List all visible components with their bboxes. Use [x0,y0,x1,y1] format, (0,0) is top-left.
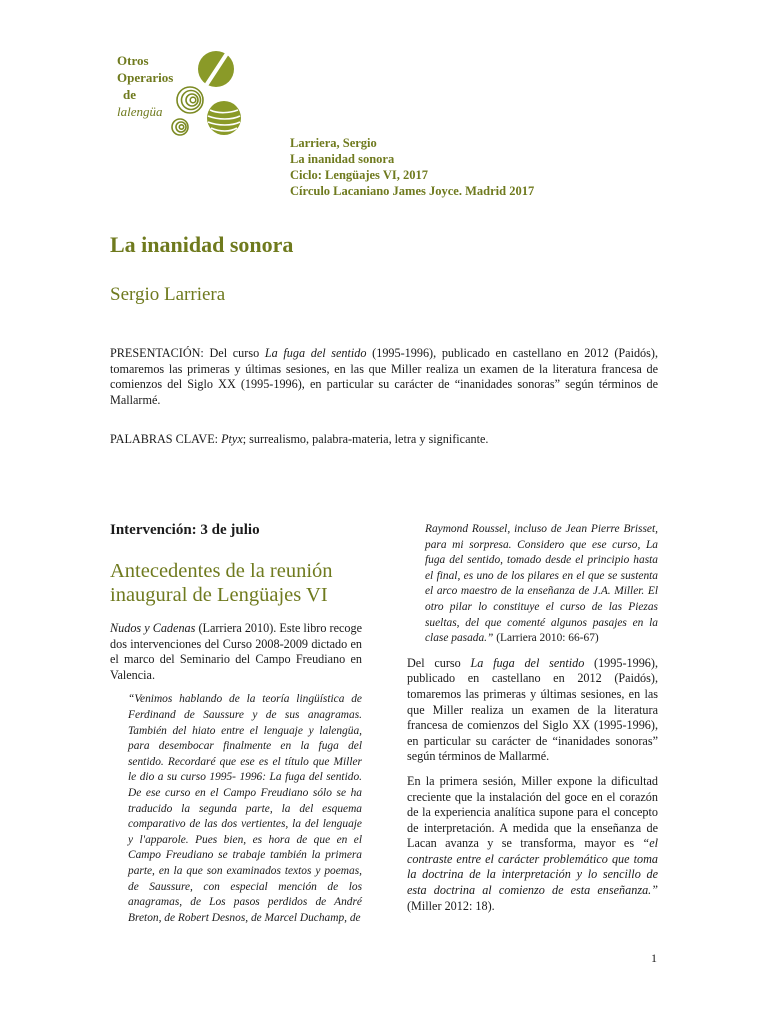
session-paragraph [407,774,658,914]
document-title: La inanidad sonora [110,232,294,257]
logo-line-operarios: Operarios [117,70,174,85]
presentation-lead: PRESENTACIÓN: Del curso [110,346,265,360]
keywords-lead: PALABRAS CLAVE: [110,432,222,446]
keywords-rest: ; surrealismo, palabra-materia, letra y significante. [242,432,489,446]
logo-line-otros: Otros [117,53,149,68]
intro-book: Nudos y Cadenas [110,621,196,635]
presentation-work: La fuga del sentido [264,346,367,360]
course-rest: (1995-1996), publicado en castellano en 2012 (Paidós), tomaremos las primeras y últimas sesiones, en las que Miller realiza un examen de la literatura francesa de comienzos del Siglo XX (1995-1996), en particular su carácter de “inanidades sonoras” según términos de Mallarmé. [407,655,658,764]
course-lead: Del curso [407,655,471,670]
intro-rest: (Larriera 2010). Este libro recoge dos intervenciones del Curso 2008-2009 dictado en el marco del Seminario del Campo Freudiano en Valencia. [110,621,363,682]
keywords-term: Ptyx [221,432,243,446]
header-title: La inanidad sonora [290,152,395,166]
intro-paragraph [110,621,362,683]
keywords-paragraph [110,432,658,448]
presentation-rest: (1995-1996), publicado en castellano en 2012 (Paidós), tomaremos las primeras y últimas sesiones, en las que Miller realiza un examen de la literatura francesa de comienzos del Siglo XX (1995-1996), en particular su carácter de “inanidades sonoras” según términos de Mallarmé. [110,346,659,407]
block-quote: “Venimos hablando de la teoría lingüística de Ferdinand de Saussure y de sus anagramas. También del hiato entre el lenguaje y lalengüa, para desembocar finalmente en la fuga del sentido. Recordaré que ese es el título que Miller le dio a su curso 1995- 1996: La fuga del sentido. De ese curso en el Campo Freudiano sólo se ha traducido la segunda parte, la del esquema comparativo de las dos vertientes, la del lenguaje y l'apparole. Pues bien, es hora de que en el Campo Freudiano se trabaje también la primera parte, en la que son examinados textos y poemas, de Saussure, con especial mención de los anagramas, de Los pasos perdidos de André Breton, de Robert Desnos, de Marcel Duchamp, de [128,693,362,924]
left-column [110,522,362,926]
course-paragraph [407,656,658,765]
logo-line-de: de [123,87,136,102]
quote-continued-text: Raymond Roussel, incluso de Jean Pierre Brisset, para mi sorpresa. Considero que ese curso, La fuga del sentido, tomado desde el principio hasta el final, es uno de los pilares en el que se sustenta el arco maestro de la enseñanza de J.A. Miller. El otro pilar lo constituye el curso de las Piezas sueltas, del que comenté algunos pasajes en la clase pasada.” [425,523,658,645]
section-heading: Antecedentes de la reunión inaugural de Lengüajes VI [110,560,333,606]
intervention-heading: Intervención: 3 de julio [110,522,260,538]
block-quote-continued [407,522,658,647]
session-cite: (Miller 2012: 18). [407,898,495,913]
quote-citation: (Larriera 2010: 66-67) [493,632,599,645]
logo-line-lalengua: lalengüa [117,104,163,119]
course-work: La fuga del sentido [470,655,585,670]
header-venue: Círculo Lacaniano James Joyce. Madrid 2017 [290,184,535,198]
session-quote: “el contraste entre el carácter problemático que toma la doctrina de la interpretación y lo sencillo de esta doctrina al comienzo de esta enseñanza.” [407,836,658,898]
page-number: 1 [651,951,657,965]
header-cycle: Ciclo: Lengüajes VI, 2017 [290,168,428,182]
header-metadata [290,135,534,199]
session-lead: En la primera sesión, Miller expone la dificultad creciente que la instalación del goce en el corazón de la experiencia analítica supone para el concepto de interpretación. A medida que la enseñanza de Lacan avanza y se transforma, mayor es [407,773,658,851]
right-column [407,522,658,923]
presentation-paragraph [110,346,658,408]
header-author: Larriera, Sergio [290,136,377,150]
document-author: Sergio Larriera [110,284,226,305]
spiral-emblem-icon [160,40,250,140]
